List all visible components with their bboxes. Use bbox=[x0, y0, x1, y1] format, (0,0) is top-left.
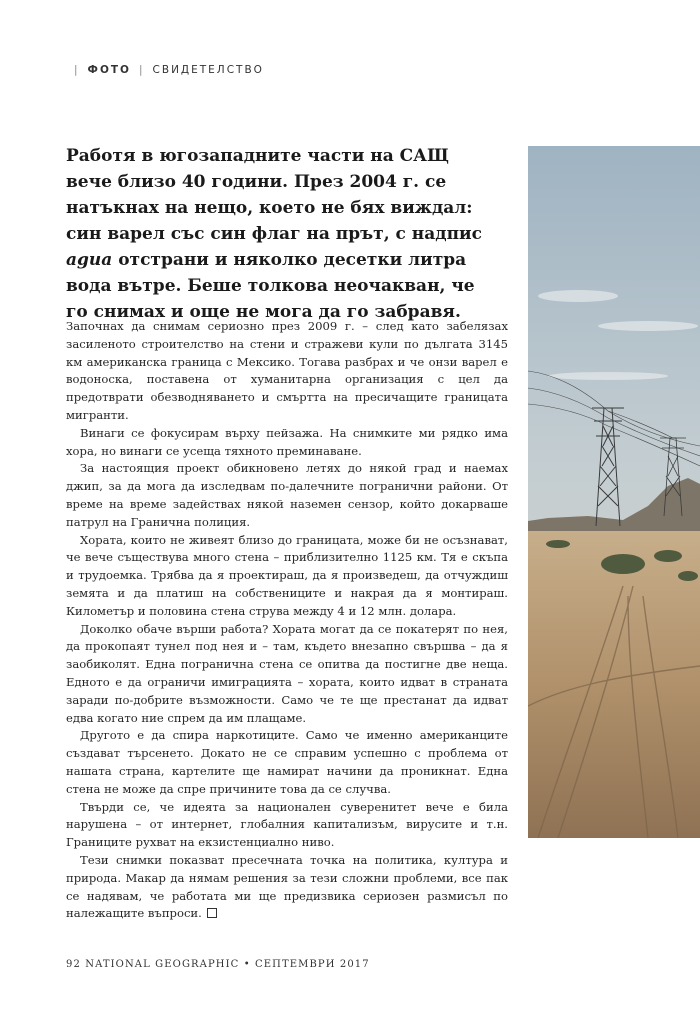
section-category: ФОТО bbox=[87, 64, 131, 76]
page-footer bbox=[66, 959, 370, 970]
body-paragraph: Хората, които не живеят близо до границата, може би не осъзнават, че вече съществува много стена – приблизително 1125 км. Тя е скъпа и трудоемка. Трябва да я проектираш, да я произведеш, да отчуждиш земята и да платиш на собствениците и накрая да я монтираш. Километър и половина стена струва между 4 и 12 млн. долара. bbox=[66, 532, 508, 618]
page-number: 92 bbox=[66, 959, 81, 970]
photo-illustration bbox=[528, 146, 700, 838]
body-paragraph: Започнах да снимам сериозно през 2009 г. – след като забелязах засиленото строителство на стени и стражеви кули по дългата 3145 км американска граница с Мексико. Тогава разбрах и че онзи варел е водоноска, поставена от хуманитарна организация с цел да предотврати обезводняването и смъртта на пресичащите границата мигранти. bbox=[66, 319, 508, 422]
header-divider: | bbox=[74, 64, 80, 76]
lead-text-part-2: отстрани и няколко десетки литра вода вътре. Беше толкова неочакван, че го снимах и още не мога да го забравя. bbox=[66, 250, 475, 322]
lead-paragraph bbox=[66, 143, 506, 325]
body-paragraph: Твърди се, че идеята за национален суверенитет вече е била нарушена – от интернет, глобалния капитализъм, вирусите и т.н. Границите рухват на екзистенциално ниво. bbox=[66, 799, 508, 850]
body-paragraph-last bbox=[66, 852, 508, 923]
header-divider: | bbox=[138, 64, 145, 76]
magazine-name: NATIONAL GEOGRAPHIC bbox=[85, 959, 240, 970]
landscape-photo bbox=[528, 146, 700, 838]
end-mark-icon bbox=[207, 908, 217, 918]
body-paragraph: Другото е да спира наркотиците. Само че именно американците създават търсенето. Докато не се справим успешно с проблема от нашата страна, картелите ще намират начини да проникнат. Една стена не може да спре причините това да се случва. bbox=[66, 728, 508, 796]
body-paragraph-text: Тези снимки показват пресечната точка на политика, култура и природа. Макар да нямам решения за тези сложни проблеми, все пак се надявам, че работата ми ще предизвика сериозен размисъл по належащите въпроси. bbox=[66, 852, 508, 921]
footer-bullet: • bbox=[243, 959, 251, 970]
section-header bbox=[66, 60, 264, 80]
body-paragraph: Доколко обаче върши работа? Хората могат да се покатерят по нея, да прокопаят тунел под нея и – там, където внезапно свършва – да я заобиколят. Една погранична стена се опитва да постигне две неща. Едното е да ограничи имиграцията – хората, които идват в страната заради по-добрите възможности. Само че те ще престанат да идват едва когато ние спрем да им плащаме. bbox=[66, 621, 508, 725]
body-paragraph: Винаги се фокусирам върху пейзажа. На снимките ми рядко има хора, но винаги се усеща тяхното преминаване. bbox=[66, 425, 508, 458]
issue-date: СЕПТЕМВРИ 2017 bbox=[255, 959, 370, 970]
body-paragraph: За настоящия проект обикновено летях до някой град и наемах джип, за да мога да изследвам по-далечните погранични райони. От време на време задействах някой наземен сензор, който докарваше патрул на Гранична полиция. bbox=[66, 461, 508, 529]
lead-text-part-1: Работя в югозападните части на САЩ вече близо 40 години. През 2004 г. се натъкнах на нещо, което не бях виждал: син варел със син флаг на прът, с надпис bbox=[66, 146, 482, 244]
lead-italic-word: agua bbox=[66, 250, 113, 270]
article-body bbox=[66, 318, 508, 923]
section-subcategory: СВИДЕТЕЛСТВО bbox=[152, 64, 264, 76]
